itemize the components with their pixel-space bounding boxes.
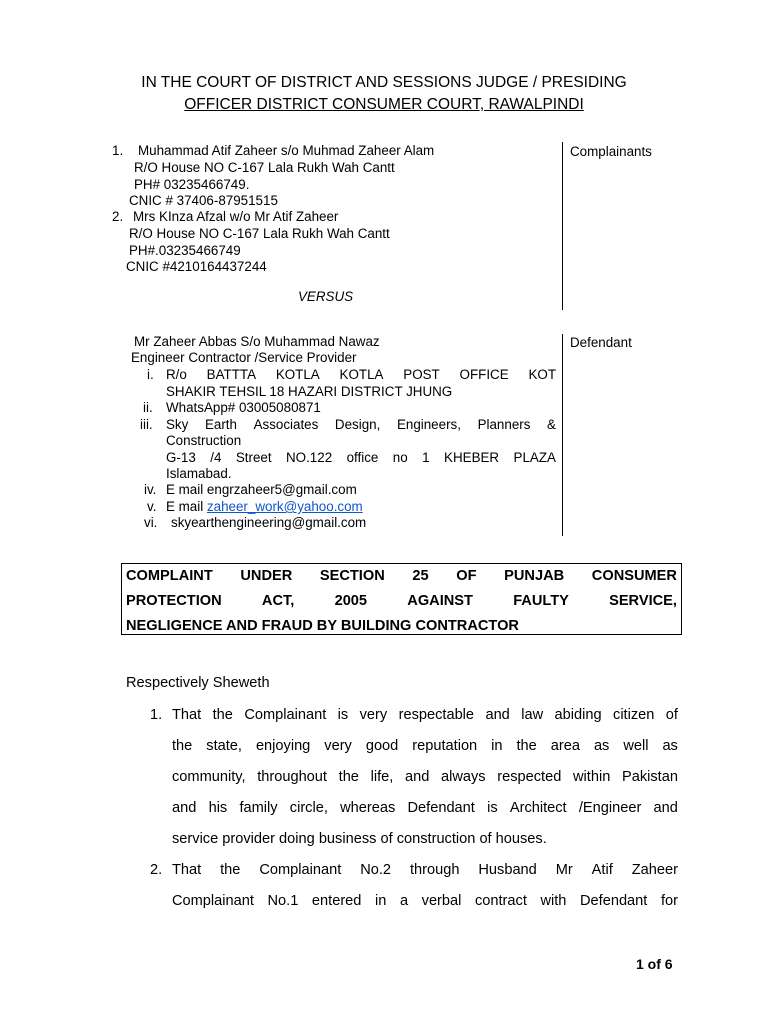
word: Mr (555, 862, 573, 878)
email-link[interactable]: zaheer_work@yahoo.com (206, 499, 363, 514)
word: Architect (509, 800, 567, 816)
item-v-number: v. (147, 499, 157, 514)
complainant-2-phone: PH#.03235466749 (129, 243, 241, 258)
court-title-line1: IN THE COURT OF DISTRICT AND SESSIONS JUDGE / PRESIDING (141, 74, 627, 91)
item-i-number: i. (147, 367, 154, 382)
word: Earth (204, 417, 237, 432)
item-vi-email: skyearthengineering@gmail.com (171, 515, 367, 530)
word: very (324, 738, 352, 754)
paragraph-2-line1 (172, 862, 678, 878)
word: Zaheer (631, 862, 678, 878)
word: is (337, 707, 349, 723)
word: the (220, 862, 241, 878)
word: Complainant (259, 862, 342, 878)
word: FAULTY (513, 593, 569, 609)
word: within (573, 769, 611, 785)
word: R/o (166, 367, 187, 382)
word: OFFICE (459, 367, 509, 382)
word: That (172, 862, 202, 878)
word: for (660, 893, 678, 909)
word: is (487, 800, 498, 816)
item-iv-email: E mail engrzaheer5@gmail.com (166, 482, 357, 497)
word: 1 (422, 450, 430, 465)
word: Defendant (407, 800, 475, 816)
complaint-heading-box (121, 563, 682, 635)
complainant-1-number: 1. (112, 143, 124, 158)
word: no (392, 450, 408, 465)
complaint-heading-row2 (126, 593, 677, 609)
word: PROTECTION (126, 593, 222, 609)
paragraph-1-number: 1. (150, 707, 163, 723)
paragraph-1-line5: service provider doing business of construction of houses. (172, 831, 547, 847)
complainant-1-address: R/O House NO C-167 Lala Rukh Wah Cantt (134, 160, 395, 175)
complainant-2-address: R/O House NO C-167 Lala Rukh Wah Cantt (129, 226, 390, 241)
word: PUNJAB (504, 568, 565, 584)
item-iii-office-line (166, 450, 556, 467)
defendant-role: Engineer Contractor /Service Provider (131, 350, 357, 365)
word: Complainant (172, 893, 254, 909)
word: Husband (478, 862, 537, 878)
word: with (540, 893, 567, 909)
item-iv-number: iv. (144, 482, 157, 497)
word: Engineers, (396, 417, 461, 432)
complainant-1-name: Muhammad Atif Zaheer s/o Muhmad Zaheer Alam (138, 143, 435, 158)
word: whereas (340, 800, 396, 816)
item-iii-company-line2: Construction (166, 433, 242, 448)
word: 2005 (334, 593, 368, 609)
word: Defendant (580, 893, 648, 909)
word: his (208, 800, 228, 816)
item-i-address-line2: SHAKIR TEHSIL 18 HAZARI DISTRICT JHUNG (166, 384, 453, 399)
paragraph-1-line2 (172, 738, 678, 754)
word: SERVICE, (609, 593, 677, 609)
word: of (665, 707, 678, 723)
defendant-divider (562, 334, 563, 536)
word: citizen (613, 707, 655, 723)
word: as (593, 738, 610, 754)
complainant-1-phone: PH# 03235466749. (134, 177, 250, 192)
word: good (365, 738, 399, 754)
salutation: Respectively Sheweth (126, 675, 270, 691)
word: /4 (210, 450, 222, 465)
item-iii-company-line1 (166, 417, 556, 434)
word: the (516, 738, 537, 754)
word: /Engineer (578, 800, 642, 816)
word: Pakistan (621, 769, 678, 785)
word: throughout (257, 769, 327, 785)
item-iii-number: iii. (140, 417, 153, 432)
word: G-13 (166, 450, 196, 465)
word: COMPLAINT (126, 568, 213, 584)
word: respectable (398, 707, 475, 723)
word: CONSUMER (591, 568, 677, 584)
word: very (359, 707, 388, 723)
word: PLAZA (513, 450, 556, 465)
word: Atif (591, 862, 613, 878)
word: SECTION (319, 568, 385, 584)
versus-label: VERSUS (298, 289, 354, 304)
court-title-line2: OFFICER DISTRICT CONSUMER COURT, RAWALPINDI (184, 96, 584, 113)
word: and (653, 800, 678, 816)
word: BATTTA (206, 367, 257, 382)
word: Sky (166, 417, 189, 432)
item-vi-number: vi. (144, 515, 158, 530)
word: & (547, 417, 556, 432)
word: 25 (412, 568, 429, 584)
defendant-label: Defendant (570, 335, 632, 350)
word: KOTLA (275, 367, 320, 382)
word: reputation (412, 738, 478, 754)
word: ACT, (261, 593, 295, 609)
word: a (399, 893, 409, 909)
word: KHEBER (444, 450, 500, 465)
word: life, (370, 769, 394, 785)
word: enjoying (255, 738, 311, 754)
court-title (0, 72, 768, 116)
word: and (172, 800, 197, 816)
word: KOTLA (339, 367, 384, 382)
word: UNDER (240, 568, 293, 584)
word: area (550, 738, 580, 754)
word: NO.122 (286, 450, 333, 465)
word: office (346, 450, 379, 465)
word: respected (497, 769, 562, 785)
word: circle, (289, 800, 328, 816)
complainants-label: Complainants (570, 144, 652, 159)
word: contract (474, 893, 527, 909)
defendant-name: Mr Zaheer Abbas S/o Muhammad Nawaz (134, 334, 380, 349)
item-ii-whatsapp: WhatsApp# 03005080871 (166, 400, 321, 415)
complainant-2-number: 2. (112, 209, 124, 224)
word: always (440, 769, 486, 785)
paragraph-1-line1 (172, 707, 678, 723)
paragraph-1-line3 (172, 769, 678, 785)
word: well (623, 738, 649, 754)
word: Associates (253, 417, 319, 432)
word: KOT (528, 367, 556, 382)
complainant-2-name: Mrs KInza Afzal w/o Mr Atif Zaheer (133, 209, 339, 224)
item-ii-number: ii. (143, 400, 153, 415)
word: the (338, 769, 359, 785)
word: Design, (334, 417, 381, 432)
paragraph-1-line4 (172, 800, 678, 816)
word: That (172, 707, 202, 723)
item-i-address-line1 (166, 367, 556, 384)
complainant-1-cnic: CNIC # 37406-87951515 (129, 193, 278, 208)
word: No.1 (267, 893, 299, 909)
word: state, (206, 738, 242, 754)
word: Street (235, 450, 272, 465)
word: family (239, 800, 278, 816)
complainants-divider (562, 142, 563, 310)
word: and (485, 707, 510, 723)
word: the (212, 707, 233, 723)
item-iii-city: Islamabad. (166, 466, 232, 481)
word: community, (172, 769, 246, 785)
paragraph-2-line2 (172, 893, 678, 909)
page-number: 1 of 6 (636, 956, 673, 972)
complainant-2-cnic: CNIC #4210164437244 (126, 259, 267, 274)
paragraph-2-number: 2. (150, 862, 163, 878)
word: Planners (477, 417, 531, 432)
complaint-heading-row3: NEGLIGENCE AND FRAUD BY BUILDING CONTRACTOR (126, 618, 519, 634)
item-v-email-prefix: E mail (166, 499, 204, 514)
word: law (521, 707, 544, 723)
complaint-heading-row1 (126, 568, 677, 584)
word: in (375, 893, 387, 909)
word: the (172, 738, 193, 754)
word: OF (456, 568, 477, 584)
word: as (662, 738, 678, 754)
word: abiding (554, 707, 602, 723)
word: No.2 (360, 862, 392, 878)
word: POST (403, 367, 440, 382)
word: verbal (421, 893, 462, 909)
word: through (409, 862, 460, 878)
word: in (491, 738, 503, 754)
word: entered (311, 893, 362, 909)
word: AGAINST (407, 593, 473, 609)
word: and (404, 769, 430, 785)
item-v-email (166, 499, 363, 516)
word: Complainant (244, 707, 327, 723)
